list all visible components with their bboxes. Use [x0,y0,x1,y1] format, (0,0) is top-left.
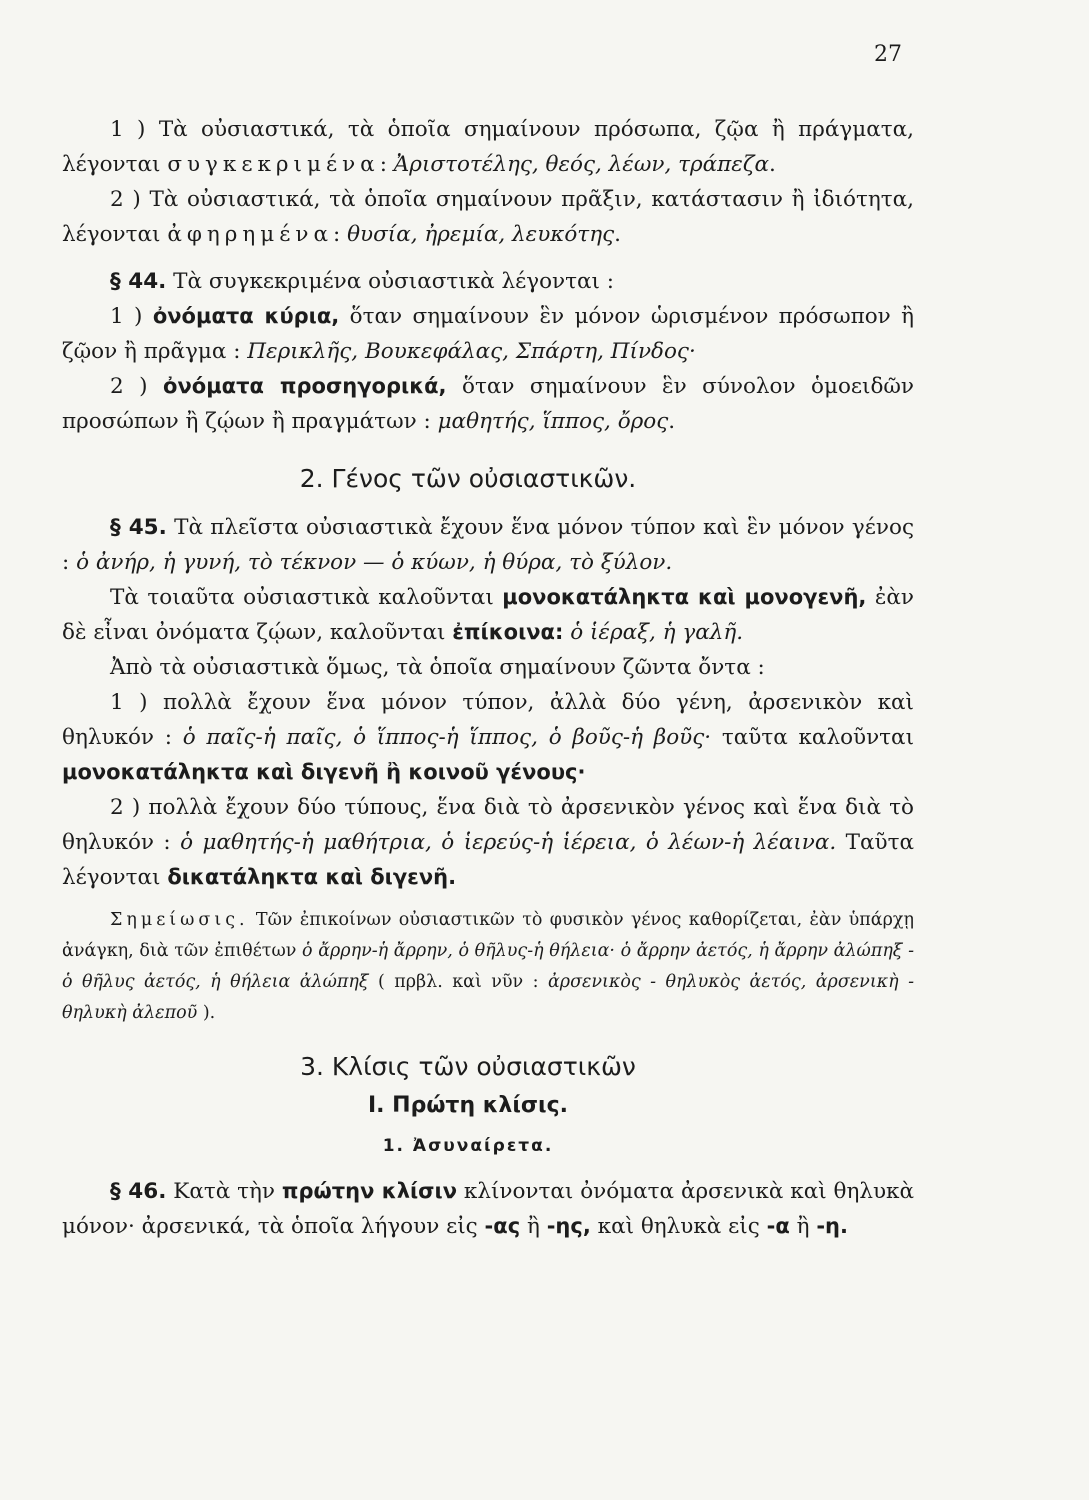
ending-h: -η. [816,1214,848,1238]
ending-a: -α [766,1214,790,1238]
section-mark-45: § 45. [110,515,167,540]
term-concrete: συγκεκριμένα [167,152,380,177]
section-45-item-2: 2 ) πολλὰ ἔχουν δύο τύπους, ἕνα διὰ τὸ ἀρσενικὸν γένος καὶ ἕνα διὰ τὸ θηλυκόν : ὁ μαθητής-ἡ μαθήτρια, ὁ ἱερεύς-ἡ ἱέρεια, ὁ λέων-ἡ λέαινα. Ταῦτα λέγονται δικατάληκτα καὶ διγενῆ. [62,795,914,890]
term-first-declension: πρώτην κλίσιν [281,1179,458,1203]
section-44-intro: § 44. Τὰ συγκεκριμένα οὐσιαστικὰ λέγονται : [110,269,615,294]
term-epicene: ἐπίκοινα: [452,620,564,644]
examples-common-nouns: μαθητής, ἵππος, ὄρος [437,409,669,434]
section-45-living-beings: Ἀπὸ τὰ οὐσιαστικὰ ὅμως, τὰ ὁποῖα σημαίνουν ζῶντα ὄντα : [110,655,765,680]
section-mark-46: § 46. [110,1179,167,1204]
heading-declension: 3. Κλίσις τῶν οὐσιαστικῶν [300,1052,636,1081]
term-common-nouns: ὀνόματα προσηγορικά, [163,374,447,398]
examples-epicene: ὁ ἱέραξ, ἡ γαλῆ. [563,620,744,645]
examples-single-gender: ὁ ἀνήρ, ἡ γυνή, τὸ τέκνον — ὁ κύων, ἡ θύρα, τὸ ξύλον. [76,550,673,575]
term-abstract: ἀφηρημένα [167,222,333,247]
section-45-intro: § 45. Τὰ πλεῖστα οὐσιαστικὰ ἔχουν ἕνα μόνον τύπον καὶ ἓν μόνον γένος : ὁ ἀνήρ, ἡ γυνή, τὸ τέκνον — ὁ κύων, ἡ θύρα, τὸ ξύλον. [62,515,914,575]
note-epicene: Σημείωσις. Τῶν ἐπικοίνων οὐσιαστικῶν τὸ φυσικὸν γένος καθορίζεται, ἐὰν ὑπάρχῃ ἀνάγκη, διὰ τῶν ἐπιθέτων ὁ ἄρρην-ἡ ἄρρην, ὁ θῆλυς-ἡ θήλεια· ὁ ἄρρην ἀετός, ἡ ἄρρην ἀλώπηξ - ὁ θῆλυς ἀετός, ἡ θήλεια ἀλώπηξ ( πρβλ. καὶ νῦν : ἀρσενικὸς - θηλυκὸς ἀετός, ἀρσενικὴ - θηλυκὴ ἀλεποῦ ). [62,910,914,1023]
term-proper-nouns: ὀνόματα κύρια, [152,304,340,328]
section-46: § 46. Κατὰ τὴν πρώτην κλίσιν κλίνονται ὀνόματα ἀρσενικὰ καὶ θηλυκὰ μόνον· ἀρσενικά, τὰ ὁποῖα λήγουν εἰς -ας ἢ -ης, καὶ θηλυκὰ εἰς -α ἢ -η. [62,1179,914,1239]
examples-two-forms: ὁ μαθητής-ἡ μαθήτρια, ὁ ἱερεύς-ἡ ἱέρεια, ὁ λέων-ἡ λέαινα. [180,830,837,855]
page-number: 27 [874,42,902,67]
examples-proper-nouns: Περικλῆς, Βουκεφάλας, Σπάρτη, Πίνδος· [247,339,696,364]
term-monogeneric: μονοκατάληκτα καὶ μονογενῆ, [502,585,867,609]
page-body [62,112,914,1244]
section-mark-44: § 44. [110,269,167,294]
term-common-gender: μονοκατάληκτα καὶ διγενῆ ἢ κοινοῦ γένους· [62,760,586,784]
note-examples-2: ἀρσενικὸς - θηλυκὸς ἀετός, ἀρσενικὴ - θηλυκὴ ἀλεποῦ [62,972,914,1023]
section-44-item-1: 1 ) ὀνόματα κύρια, ὅταν σημαίνουν ἓν μόνον ὡρισμένον πρόσωπον ἢ ζῷον ἢ πρᾶγμα : Περικλῆς, Βουκεφάλας, Σπάρτη, Πίνδος· [62,304,914,364]
paragraph-abstract-nouns: 2 ) Τὰ οὐσιαστικά, τὰ ὁποῖα σημαίνουν πρᾶξιν, κατάστασιν ἢ ἰδιότητα, λέγονται ἀφηρημένα: θυσία, ἠρεμία, λευκότης. [62,187,914,247]
term-two-endings: δικατάληκτα καὶ διγενῆ. [167,865,457,889]
heading-uncontracted: 1. Ἀσυναίρετα. [382,1136,554,1156]
examples-concrete: Ἀριστοτέλης, θεός, λέων, τράπεζα [393,152,770,177]
section-45-item-1: 1 ) πολλὰ ἔχουν ἕνα μόνον τύπον, ἀλλὰ δύο γένη, ἀρσενικὸν καὶ θηλυκόν : ὁ παῖς-ἡ παῖς, ὁ ἵππος-ἡ ἵππος, ὁ βοῦς-ἡ βοῦς· ταῦτα καλοῦνται μονοκατάληκτα καὶ διγενῆ ἢ κοινοῦ γένους· [62,690,915,784]
section-45-epicene: Τὰ τοιαῦτα οὐσιαστικὰ καλοῦνται μονοκατάληκτα καὶ μονογενῆ, ἐὰν δὲ εἶναι ὀνόματα ζῴων, καλοῦνται ἐπίκοινα: ὁ ἱέραξ, ἡ γαλῆ. [62,585,915,645]
examples-abstract: θυσία, ἠρεμία, λευκότης [347,222,615,247]
ending-as: -ας [484,1214,521,1238]
heading-gender: 2. Γένος τῶν οὐσιαστικῶν. [299,464,637,493]
ending-hs: -ης, [546,1214,591,1238]
note-label: Σημείωσις. [110,910,249,930]
note-examples-1: ὁ ἄρρην-ἡ ἄρρην, ὁ θῆλυς-ἡ θήλεια· ὁ ἄρρην ἀετός, ἡ ἄρρην ἀλώπηξ - ὁ θῆλυς ἀετός, ἡ θήλεια ἀλώπηξ [62,941,914,992]
heading-first-declension: I. Πρώτη κλίσις. [367,1093,569,1118]
paragraph-concrete-nouns: 1 ) Τὰ οὐσιαστικά, τὰ ὁποῖα σημαίνουν πρόσωπα, ζῷα ἢ πράγματα, λέγονται συγκεκριμένα: Ἀριστοτέλης, θεός, λέων, τράπεζα. [62,117,914,177]
section-44-item-2: 2 ) ὀνόματα προσηγορικά, ὅταν σημαίνουν ἓν σύνολον ὁμοειδῶν προσώπων ἢ ζῴων ἢ πραγμάτων : μαθητής, ἵππος, ὄρος. [62,374,914,434]
examples-common-gender: ὁ παῖς-ἡ παῖς, ὁ ἵππος-ἡ ἵππος, ὁ βοῦς-ἡ βοῦς· [182,725,712,750]
